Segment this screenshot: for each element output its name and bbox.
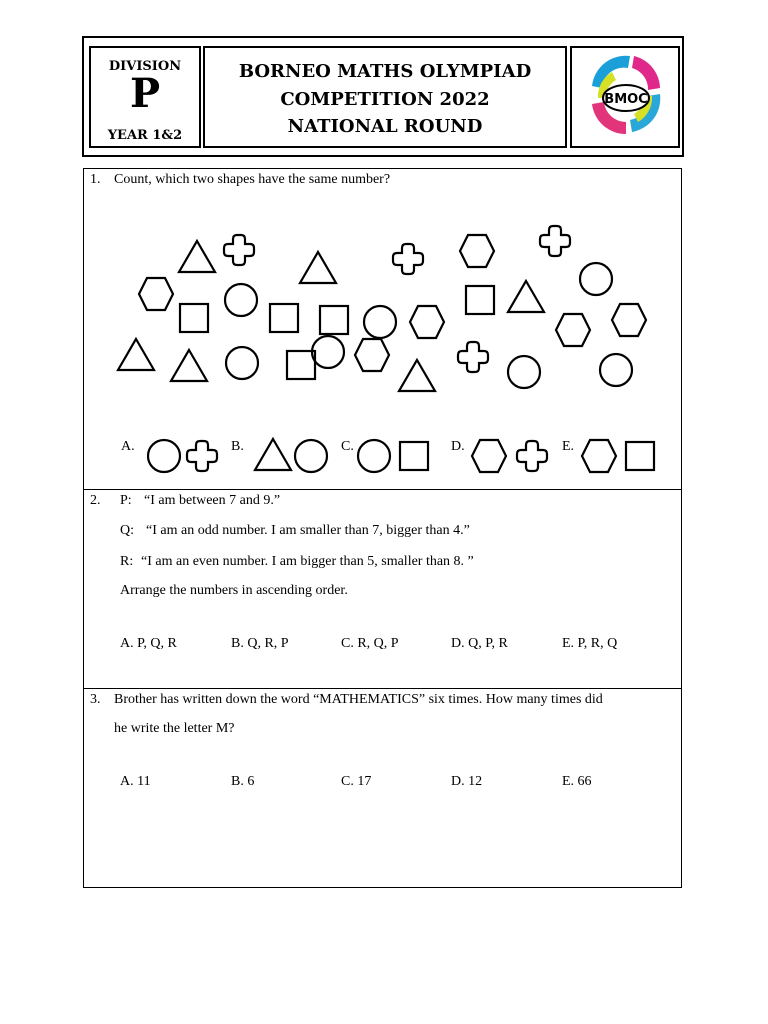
circle-shape bbox=[226, 347, 258, 379]
hexagon-shape bbox=[556, 314, 590, 346]
q2-q-label: Q: bbox=[120, 523, 134, 538]
circle-shape bbox=[358, 440, 390, 472]
q1-option-e[interactable]: E. bbox=[562, 439, 575, 454]
q2-p-text: “I am between 7 and 9.” bbox=[144, 493, 281, 508]
circle-shape bbox=[508, 356, 540, 388]
circle-shape bbox=[364, 306, 396, 338]
square-shape bbox=[626, 442, 654, 470]
q3-option-a[interactable]: A. 11 bbox=[120, 774, 151, 789]
triangle-shape bbox=[399, 360, 435, 391]
square-shape bbox=[320, 306, 348, 334]
q2-option-e[interactable]: E. P, R, Q bbox=[562, 636, 618, 651]
triangle-shape bbox=[255, 439, 291, 470]
q1-option-c[interactable]: C. bbox=[341, 439, 354, 454]
hexagon-shape bbox=[472, 440, 506, 472]
q3-option-b[interactable]: B. 6 bbox=[231, 774, 255, 789]
q1-option-b[interactable]: B. bbox=[231, 439, 244, 454]
division-letter: P bbox=[129, 70, 161, 117]
square-shape bbox=[270, 304, 298, 332]
cross-shape bbox=[393, 244, 423, 274]
hexagon-shape bbox=[139, 278, 173, 310]
q2-option-d[interactable]: D. Q, P, R bbox=[451, 636, 508, 651]
hexagon-shape bbox=[612, 304, 646, 336]
question-2-box bbox=[83, 489, 682, 689]
triangle-shape bbox=[171, 350, 207, 381]
cross-shape bbox=[458, 342, 488, 372]
q1-option-a[interactable]: A. bbox=[121, 439, 135, 454]
triangle-shape bbox=[179, 241, 215, 272]
division-box bbox=[89, 46, 201, 148]
q3-line2: he write the letter M? bbox=[114, 721, 235, 736]
question-3-box bbox=[83, 688, 682, 888]
q2-r-label: R: bbox=[120, 554, 134, 569]
shape-field bbox=[84, 169, 683, 489]
q2-p-label: P: bbox=[120, 493, 132, 508]
q2-number: 2. bbox=[90, 493, 101, 508]
division-label: DIVISION bbox=[108, 59, 182, 74]
q3-line1: Brother has written down the word “MATHEMATICS” six times. How many times did bbox=[114, 692, 603, 707]
hexagon-shape bbox=[355, 339, 389, 371]
cross-shape bbox=[224, 235, 254, 265]
q2-q-text: “I am an odd number. I am smaller than 7, bigger than 4.” bbox=[146, 523, 470, 538]
year-label: YEAR 1&2 bbox=[107, 128, 183, 143]
triangle-shape bbox=[118, 339, 154, 370]
cross-shape bbox=[540, 226, 570, 256]
circle-shape bbox=[312, 336, 344, 368]
circle-shape bbox=[600, 354, 632, 386]
q2-instruction: Arrange the numbers in ascending order. bbox=[120, 583, 348, 598]
cross-shape bbox=[517, 441, 547, 471]
circle-shape bbox=[295, 440, 327, 472]
logo-box bbox=[570, 46, 680, 148]
logo-text: BMOC bbox=[604, 92, 648, 107]
q3-number: 3. bbox=[90, 692, 101, 707]
title-box bbox=[203, 46, 567, 148]
triangle-shape bbox=[508, 281, 544, 312]
q1-number: 1. bbox=[90, 172, 101, 187]
hexagon-shape bbox=[460, 235, 494, 267]
q3-option-c[interactable]: C. 17 bbox=[341, 774, 372, 789]
title-line3: NATIONAL ROUND bbox=[287, 116, 483, 137]
title-line2: COMPETITION 2022 bbox=[280, 89, 490, 110]
circle-shape bbox=[580, 263, 612, 295]
hexagon-shape bbox=[410, 306, 444, 338]
q2-option-a[interactable]: A. P, Q, R bbox=[120, 636, 177, 651]
cross-shape bbox=[187, 441, 217, 471]
hexagon-shape bbox=[582, 440, 616, 472]
question-1-box bbox=[83, 168, 682, 490]
circle-shape bbox=[148, 440, 180, 472]
header-frame bbox=[82, 36, 684, 157]
q1-text: Count, which two shapes have the same number? bbox=[114, 172, 391, 187]
square-shape bbox=[287, 351, 315, 379]
q3-option-e[interactable]: E. 66 bbox=[562, 774, 592, 789]
q1-option-d[interactable]: D. bbox=[451, 439, 465, 454]
bmoc-logo bbox=[572, 48, 678, 146]
square-shape bbox=[466, 286, 494, 314]
triangle-shape bbox=[300, 252, 336, 283]
square-shape bbox=[180, 304, 208, 332]
q2-option-c[interactable]: C. R, Q, P bbox=[341, 636, 399, 651]
q3-option-d[interactable]: D. 12 bbox=[451, 774, 483, 789]
q2-option-b[interactable]: B. Q, R, P bbox=[231, 636, 289, 651]
title-line1: BORNEO MATHS OLYMPIAD bbox=[238, 61, 532, 82]
q2-r-text: “I am an even number. I am bigger than 5, smaller than 8. ” bbox=[141, 554, 474, 569]
circle-shape bbox=[225, 284, 257, 316]
square-shape bbox=[400, 442, 428, 470]
